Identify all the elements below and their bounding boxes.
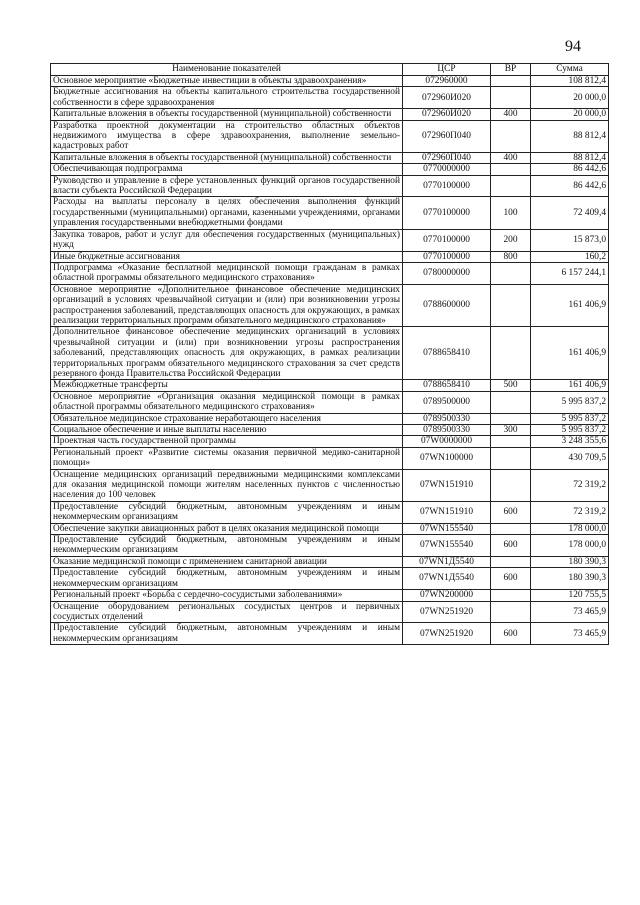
name-cell: Основное мероприятие «Организация оказания медицинской помощи в рамках областной программы обязательного медицинского страхования» xyxy=(51,391,403,413)
csr-cell: 072960И020 xyxy=(403,87,491,109)
vr-cell xyxy=(491,556,531,567)
csr-cell: 0788658410 xyxy=(403,380,491,391)
sum-cell: 20 000,0 xyxy=(531,109,609,120)
vr-cell: 400 xyxy=(491,152,531,163)
vr-cell: 600 xyxy=(491,501,531,523)
csr-cell: 07WN1Д5540 xyxy=(403,568,491,590)
sum-cell: 161 406,9 xyxy=(531,284,609,327)
name-cell: Предоставление субсидий бюджетным, автономным учреждениям и иным некоммерческим организациям xyxy=(51,535,403,557)
table-row xyxy=(51,535,609,557)
header-name: Наименование показателей xyxy=(51,64,403,76)
table-row xyxy=(51,425,609,436)
name-cell: Обеспечивающая подпрограмма xyxy=(51,164,403,175)
table-row xyxy=(51,523,609,534)
sum-cell: 120 755,5 xyxy=(531,590,609,601)
sum-cell: 161 406,9 xyxy=(531,380,609,391)
csr-cell: 072960П040 xyxy=(403,120,491,152)
sum-cell: 73 465,9 xyxy=(531,623,609,645)
csr-cell: 0770100000 xyxy=(403,251,491,262)
table-row xyxy=(51,175,609,197)
csr-cell: 07WN200000 xyxy=(403,590,491,601)
vr-cell xyxy=(491,523,531,534)
sum-cell: 15 873,0 xyxy=(531,229,609,251)
table-row xyxy=(51,197,609,229)
table-row xyxy=(51,556,609,567)
page-number: 94 xyxy=(565,38,581,55)
csr-cell: 0770100000 xyxy=(403,197,491,229)
table-row xyxy=(51,262,609,284)
table-row xyxy=(51,623,609,645)
csr-cell: 07WN251920 xyxy=(403,601,491,623)
table-row xyxy=(51,229,609,251)
vr-cell xyxy=(491,284,531,327)
csr-cell: 0770100000 xyxy=(403,175,491,197)
csr-cell: 0770100000 xyxy=(403,229,491,251)
csr-cell: 0788658410 xyxy=(403,327,491,380)
csr-cell: 07W0000000 xyxy=(403,436,491,447)
name-cell: Оснащение оборудованием региональных сосудистых центров и первичных сосудистых отделений xyxy=(51,601,403,623)
table-row xyxy=(51,590,609,601)
name-cell: Обязательное медицинское страхование неработающего населения xyxy=(51,413,403,424)
table-row xyxy=(51,327,609,380)
sum-cell: 5 995 837,2 xyxy=(531,425,609,436)
csr-cell: 0770000000 xyxy=(403,164,491,175)
vr-cell: 500 xyxy=(491,380,531,391)
sum-cell: 88 812,4 xyxy=(531,120,609,152)
name-cell: Капитальные вложения в объекты государственной (муниципальной) собственности xyxy=(51,109,403,120)
vr-cell: 300 xyxy=(491,425,531,436)
sum-cell: 86 442,6 xyxy=(531,175,609,197)
csr-cell: 07WN155540 xyxy=(403,535,491,557)
vr-cell xyxy=(491,175,531,197)
sum-cell: 88 812,4 xyxy=(531,152,609,163)
sum-cell: 430 709,5 xyxy=(531,447,609,469)
name-cell: Бюджетные ассигнования на объекты капитального строительства государственной собственности в сфере здравоохранения xyxy=(51,87,403,109)
vr-cell xyxy=(491,120,531,152)
csr-cell: 07WN100000 xyxy=(403,447,491,469)
table-row xyxy=(51,501,609,523)
csr-cell: 072960П040 xyxy=(403,152,491,163)
name-cell: Проектная часть государственной программы xyxy=(51,436,403,447)
table-row xyxy=(51,391,609,413)
vr-cell: 400 xyxy=(491,109,531,120)
sum-cell: 3 248 355,6 xyxy=(531,436,609,447)
sum-cell: 72 319,2 xyxy=(531,469,609,501)
csr-cell: 07WN151910 xyxy=(403,469,491,501)
vr-cell xyxy=(491,87,531,109)
csr-cell: 07WN1Д5540 xyxy=(403,556,491,567)
sum-cell: 20 000,0 xyxy=(531,87,609,109)
header-csr: ЦСР xyxy=(403,64,491,76)
vr-cell xyxy=(491,413,531,424)
sum-cell: 178 000,0 xyxy=(531,523,609,534)
table-row xyxy=(51,380,609,391)
name-cell: Разработка проектной документации на строительство областных объектов недвижимого имущества в сфере здравоохранения, выполнение земельно-кадастровых работ xyxy=(51,120,403,152)
sum-cell: 72 319,2 xyxy=(531,501,609,523)
sum-cell: 6 157 244,1 xyxy=(531,262,609,284)
name-cell: Обеспечение закупки авиационных работ в целях оказания медицинской помощи xyxy=(51,523,403,534)
table-row xyxy=(51,109,609,120)
table-row xyxy=(51,436,609,447)
vr-cell: 200 xyxy=(491,229,531,251)
vr-cell xyxy=(491,164,531,175)
name-cell: Закупка товаров, работ и услуг для обеспечения государственных (муниципальных) нужд xyxy=(51,229,403,251)
csr-cell: 07WN155540 xyxy=(403,523,491,534)
name-cell: Предоставление субсидий бюджетным, автономным учреждениям и иным некоммерческим организациям xyxy=(51,501,403,523)
name-cell: Иные бюджетные ассигнования xyxy=(51,251,403,262)
csr-cell: 0789500330 xyxy=(403,425,491,436)
vr-cell xyxy=(491,327,531,380)
table-row xyxy=(51,447,609,469)
name-cell: Основное мероприятие «Дополнительное финансовое обеспечение медицинских организаций в условиях чрезвычайной ситуации и (или) при возникновении угрозы распространения заболеваний, представляющих опасность для окружающих, в рамках реализации территориальных программ обязательного медицинского страхования» xyxy=(51,284,403,327)
table-row xyxy=(51,251,609,262)
table-row xyxy=(51,413,609,424)
table-header-row xyxy=(51,64,609,76)
vr-cell: 600 xyxy=(491,568,531,590)
name-cell: Оснащение медицинских организаций передвижными медицинскими комплексами для оказания медицинской помощи жителям населенных пунктов с численностью населения до 100 человек xyxy=(51,469,403,501)
sum-cell: 73 465,9 xyxy=(531,601,609,623)
sum-cell: 108 812,4 xyxy=(531,76,609,87)
sum-cell: 86 442,6 xyxy=(531,164,609,175)
budget-table xyxy=(50,63,609,645)
sum-cell: 72 409,4 xyxy=(531,197,609,229)
table-row xyxy=(51,284,609,327)
vr-cell xyxy=(491,391,531,413)
vr-cell: 100 xyxy=(491,197,531,229)
vr-cell: 600 xyxy=(491,623,531,645)
vr-cell xyxy=(491,447,531,469)
name-cell: Капитальные вложения в объекты государственной (муниципальной) собственности xyxy=(51,152,403,163)
csr-cell: 072960И020 xyxy=(403,109,491,120)
name-cell: Социальное обеспечение и иные выплаты населению xyxy=(51,425,403,436)
table-row xyxy=(51,152,609,163)
name-cell: Предоставление субсидий бюджетным, автономным учреждениям и иным некоммерческим организациям xyxy=(51,568,403,590)
csr-cell: 0789500330 xyxy=(403,413,491,424)
vr-cell xyxy=(491,76,531,87)
vr-cell: 800 xyxy=(491,251,531,262)
vr-cell xyxy=(491,601,531,623)
header-sum: Сумма xyxy=(531,64,609,76)
csr-cell: 0780000000 xyxy=(403,262,491,284)
name-cell: Региональный проект «Развитие системы оказания первичной медико-санитарной помощи» xyxy=(51,447,403,469)
table-body xyxy=(51,76,609,645)
table-row xyxy=(51,120,609,152)
vr-cell xyxy=(491,262,531,284)
name-cell: Основное мероприятие «Бюджетные инвестиции в объекты здравоохранения» xyxy=(51,76,403,87)
name-cell: Расходы на выплаты персоналу в целях обеспечения выполнения функций государственными (муниципальными) органами, казенными учреждениями, органами управления государственными внебюджетными фондами xyxy=(51,197,403,229)
sum-cell: 180 390,3 xyxy=(531,556,609,567)
vr-cell xyxy=(491,436,531,447)
table-row xyxy=(51,568,609,590)
table-row xyxy=(51,601,609,623)
vr-cell xyxy=(491,469,531,501)
sum-cell: 5 995 837,2 xyxy=(531,413,609,424)
name-cell: Межбюджетные трансферты xyxy=(51,380,403,391)
csr-cell: 0789500000 xyxy=(403,391,491,413)
sum-cell: 178 000,0 xyxy=(531,535,609,557)
csr-cell: 072960000 xyxy=(403,76,491,87)
name-cell: Руководство и управление в сфере установленных функций органов государственной власти субъекта Российской Федерации xyxy=(51,175,403,197)
name-cell: Дополнительное финансовое обеспечение медицинских организаций в условиях чрезвычайной ситуации и (или) при возникновении угрозы распространения заболеваний, представляющих опасность для окружающих, в рамках реализации территориальных программ обязательного медицинского страхования за счет средств резервного фонда Правительства Российской Федерации xyxy=(51,327,403,380)
sum-cell: 180 390,3 xyxy=(531,568,609,590)
csr-cell: 07WN251920 xyxy=(403,623,491,645)
csr-cell: 07WN151910 xyxy=(403,501,491,523)
table-row xyxy=(51,87,609,109)
name-cell: Предоставление субсидий бюджетным, автономным учреждениям и иным некоммерческим организациям xyxy=(51,623,403,645)
header-vr: ВР xyxy=(491,64,531,76)
sum-cell: 5 995 837,2 xyxy=(531,391,609,413)
name-cell: Региональный проект «Борьба с сердечно-сосудистыми заболеваниями» xyxy=(51,590,403,601)
table-row xyxy=(51,164,609,175)
table-row xyxy=(51,76,609,87)
name-cell: Подпрограмма «Оказание бесплатной медицинской помощи гражданам в рамках областной программы обязательного медицинского страхования» xyxy=(51,262,403,284)
name-cell: Оказание медицинской помощи с применением санитарной авиации xyxy=(51,556,403,567)
vr-cell xyxy=(491,590,531,601)
sum-cell: 160,2 xyxy=(531,251,609,262)
vr-cell: 600 xyxy=(491,535,531,557)
table-row xyxy=(51,469,609,501)
csr-cell: 0788600000 xyxy=(403,284,491,327)
sum-cell: 161 406,9 xyxy=(531,327,609,380)
